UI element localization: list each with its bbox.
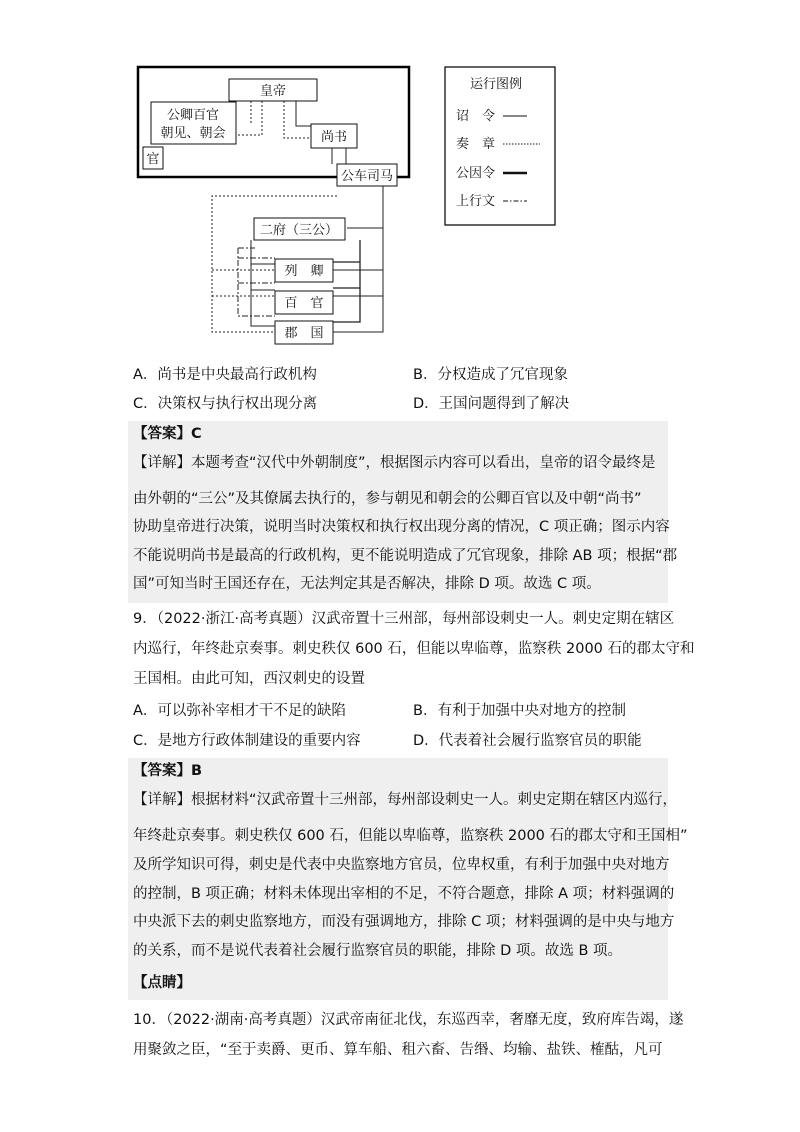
q8-option-a: A．尚书是中央最高行政机构 <box>133 367 317 383</box>
q9-detail-2: 年终赴京奏事。刺史秩仅 600 石，但能以卑临尊，监察秩 2000 石的郡太守和王国相” <box>133 828 688 844</box>
q8-answer: 【答案】C <box>133 426 202 442</box>
three-gongs-label: 二府（三公） <box>259 223 339 238</box>
q9-stem-3: 王国相。由此可知，西汉刺史的设置 <box>133 671 365 687</box>
q9-detail-3: 及所学知识可得，刺史是代表中央监察地方官员，位卑权重，有利于加强中央对地方 <box>133 857 670 873</box>
gongche-label: 公车司马 <box>340 169 394 184</box>
q8-option-b: B．分权造成了冗官现象 <box>413 367 568 383</box>
q8-detail-4: 不能说明尚书是最高的行政机构，更不能说明造成了冗官现象，排除 AB 项；根据“郡 <box>133 548 678 564</box>
government-structure-diagram <box>0 0 800 360</box>
q9-tip: 【点睛】 <box>133 975 191 991</box>
q9-option-b: B．有利于加强中央对地方的控制 <box>413 703 626 719</box>
legend-item-memorial: 奏 章 <box>456 137 496 152</box>
q8-option-c: C．决策权与执行权出现分离 <box>133 396 318 412</box>
q9-option-a: A．可以弥补宰相才干不足的缺陷 <box>133 703 346 719</box>
q9-detail-5: 中央派下去的刺史监察地方，而没有强调地方，排除 C 项；材料强调的是中央与地方 <box>133 914 675 930</box>
legend-item-edict: 诏 令 <box>456 109 496 124</box>
q9-stem-2: 内巡行，年终赴京奏事。刺史秩仅 600 石，但能以卑临尊，监察秩 2000 石的郡太守和 <box>133 641 695 657</box>
guan-label: 官 <box>146 152 160 167</box>
ministers-label-1: 公卿百官 <box>166 108 220 123</box>
q10-stem-1: 10．（2022·湖南·高考真题）汉武帝南征北伐，东巡西幸，奢靡无度，致府库告竭，遂 <box>133 1012 684 1028</box>
legend-item-order: 公因令 <box>456 166 496 181</box>
q8-detail-1: 【详解】本题考查“汉代中外朝制度”，根据图示内容可以看出，皇帝的诏令最终是 <box>133 455 656 471</box>
legend-title: 运行图例 <box>470 77 523 92</box>
q9-answer: 【答案】B <box>133 763 203 779</box>
q8-option-d: D．王国问题得到了解决 <box>413 396 570 412</box>
shangshu-label: 尚书 <box>320 130 348 145</box>
q9-detail-6: 的关系，而不是说代表着社会履行监察官员的职能，排除 D 项。故选 B 项。 <box>133 943 623 959</box>
q9-option-c: C．是地方行政体制建设的重要内容 <box>133 733 361 749</box>
ministers-label-2: 朝见、朝会 <box>160 126 226 141</box>
q8-detail-2: 由外朝的“三公”及其僚属去执行的，参与朝见和朝会的公卿百官以及中朝“尚书” <box>133 491 642 507</box>
baiguan-label: 百 官 <box>284 296 324 311</box>
q9-stem-1: 9．（2022·浙江·高考真题）汉武帝置十三州部，每州部设刺史一人。刺史定期在辖区 <box>133 611 675 627</box>
q9-option-d: D．代表着社会履行监察官员的职能 <box>413 733 642 749</box>
q10-stem-2: 用聚敛之臣，“至于卖爵、更币、算车船、租六畜、告缗、均输、盐铁、榷酤，凡可 <box>133 1042 663 1058</box>
q8-detail-3: 协助皇帝进行决策，说明当时决策权和执行权出现分离的情况，C 项正确；图示内容 <box>133 519 670 535</box>
q9-detail-4: 的控制，B 项正确；材料未体现出宰相的不足，不符合题意，排除 A 项；材料强调的 <box>133 886 675 902</box>
lieqing-label: 列 卿 <box>284 264 324 279</box>
q9-detail-1: 【详解】根据材料“汉武帝置十三州部，每州部设刺史一人。刺史定期在辖区内巡行， <box>133 792 678 808</box>
q8-detail-5: 国”可知当时王国还存在，无法判定其是否解决，排除 D 项。故选 C 项。 <box>133 576 601 592</box>
emperor-label: 皇帝 <box>259 84 287 99</box>
junguo-label: 郡 国 <box>284 326 324 341</box>
legend-item-upward: 上行文 <box>456 194 496 209</box>
